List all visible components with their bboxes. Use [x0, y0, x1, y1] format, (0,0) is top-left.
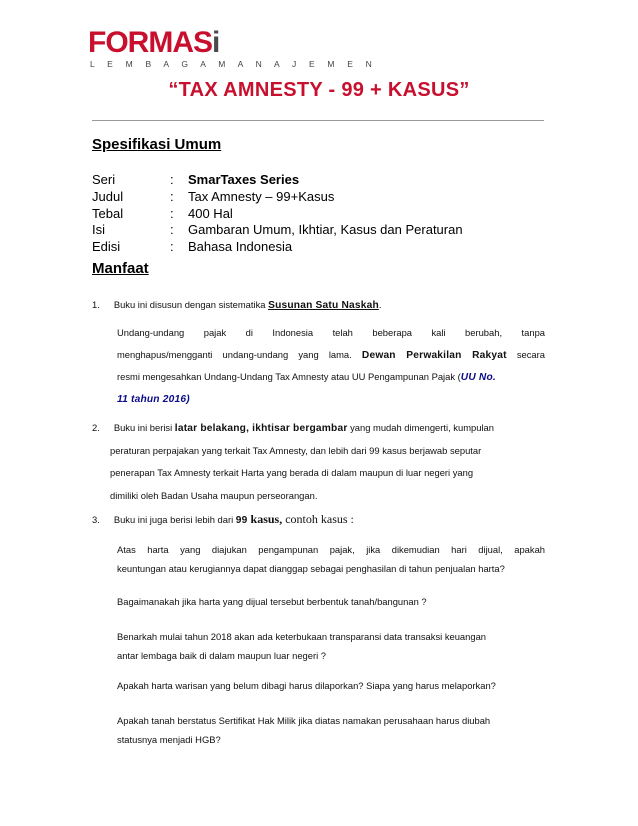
benefit-item-1-line3: resmi mengesahkan Undang-Undang Tax Amnesty atau UU Pengampunan Pajak (UU No.: [117, 371, 496, 383]
logo-tagline: L E M B A G A M A N A J E M E N: [90, 59, 378, 69]
benefit-item-1-line2: menghapus/mengganti undang-undang yang lama. Dewan Perwakilan Rakyat secara: [117, 349, 545, 361]
benefit-item-3: 3. Buku ini juga berisi lebih dari 99 kasus, contoh kasus :: [92, 512, 354, 526]
question-2-line1: Bagaimanakah jika harta yang dijual tersebut berbentuk tanah/bangunan ?: [117, 596, 427, 607]
benefit-heading: Manfaat: [92, 260, 149, 277]
question-3-line2: antar lembaga baik di dalam maupun luar negeri ?: [117, 650, 326, 661]
benefit-item-2-line3: penerapan Tax Amnesty terkait Harta yang berada di dalam maupun di luar negeri yang: [110, 467, 474, 478]
title-divider: [92, 120, 544, 121]
benefit-item-2-line4: dimiliki oleh Badan Usaha maupun perseorangan.: [110, 490, 318, 501]
benefit-item-2: 2. Buku ini berisi latar belakang, ikhtisar bergambar yang mudah dimengerti, kumpulan: [92, 422, 494, 434]
question-3-line1: Benarkah mulai tahun 2018 akan ada keterbukaan transparansi data transaksi keuangan: [117, 631, 487, 642]
question-5-line1: Apakah tanah berstatus Sertifikat Hak Milik jika diatas namakan perusahaan harus diubah: [117, 715, 491, 726]
question-1-line2: keuntungan atau kerugiannya dapat dianggap sebagai penghasilan di tahun penjualan harta?: [117, 563, 505, 574]
benefit-item-1-line4: 11 tahun 2016): [117, 394, 190, 405]
formasi-logo: [88, 26, 378, 70]
question-5-line2: statusnya menjadi HGB?: [117, 734, 221, 745]
question-4-line1: Apakah harta warisan yang belum dibagi harus dilaporkan? Siapa yang harus melaporkan?: [117, 680, 496, 691]
question-1-line1: Atas harta yang diajukan pengampunan pajak, jika dikemudian hari dijual, apakah: [117, 544, 545, 555]
benefit-item-2-line2: peraturan perpajakan yang terkait Tax Amnesty, dan lebih dari 99 kasus berjawab seputar: [110, 445, 482, 456]
spec-heading: Spesifikasi Umum: [92, 136, 222, 153]
benefit-item-1: 1. Buku ini disusun dengan sistematika Susunan Satu Naskah.: [92, 299, 382, 311]
benefit-item-1-line1: Undang-undang pajak di Indonesia telah beberapa kali berubah, tanpa: [117, 327, 545, 338]
page-title: “TAX AMNESTY - 99 + KASUS”: [168, 79, 470, 101]
logo-wordmark: FORMASi: [88, 26, 220, 59]
